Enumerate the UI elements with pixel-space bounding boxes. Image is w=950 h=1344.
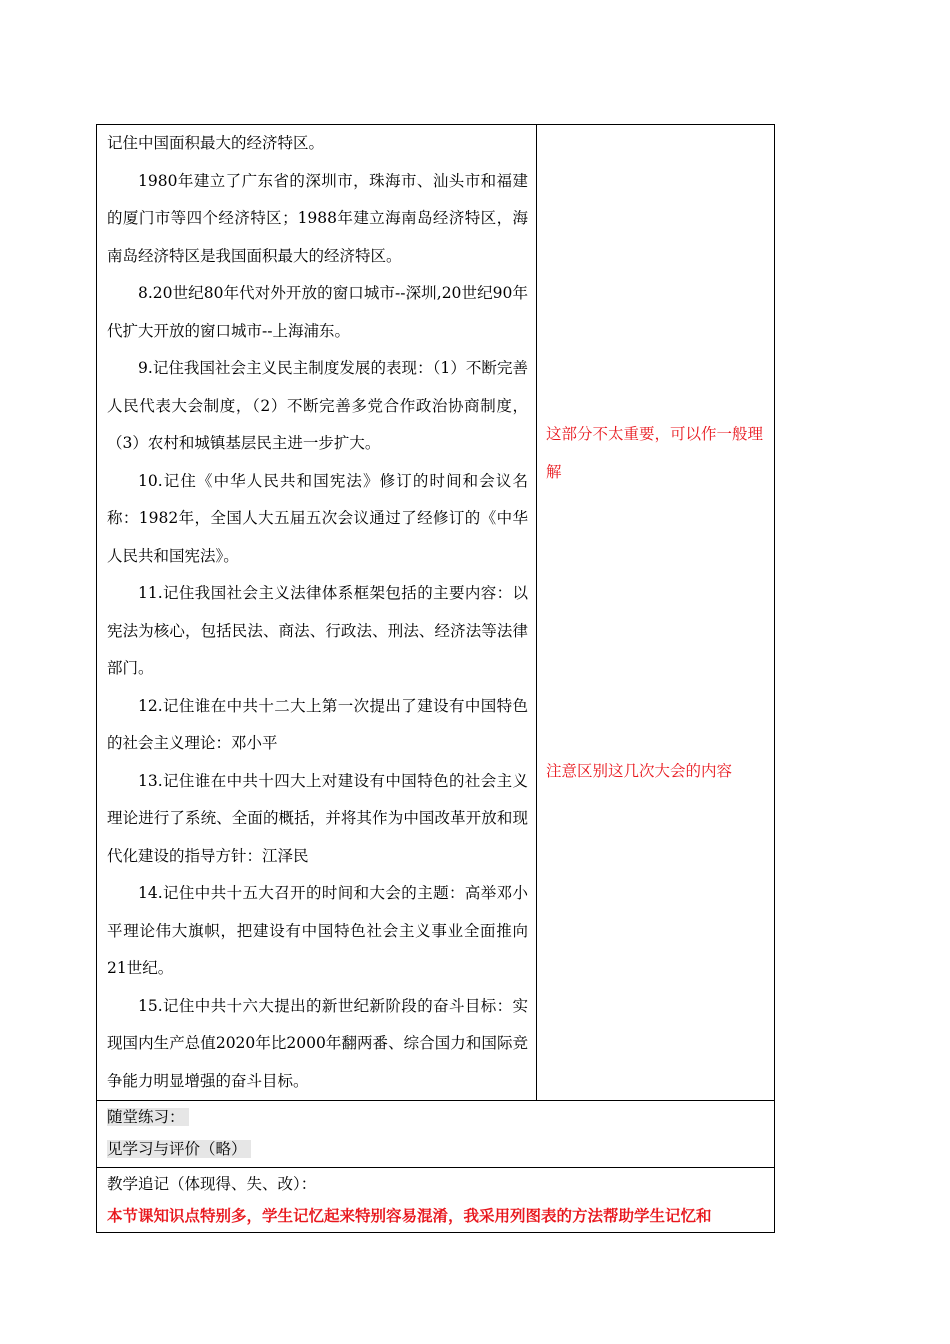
reflection-row [97,1168,775,1233]
main-content-cell [97,125,537,1101]
reflection-content: 本节课知识点特别多，学生记忆起来特别容易混淆，我采用列图表的方法帮助学生记忆和 [107,1206,712,1225]
paragraph-8: 14.记住中共十五大召开的时间和大会的主题：高举邓小平理论伟大旗帜，把建设有中国特色社会主义事业全面推向21世纪。 [107,884,528,977]
notes-cell [537,125,775,1101]
paragraph-7: 13.记住谁在中共十四大上对建设有中国特色的社会主义理论进行了系统、全面的概括，并将其作为中国改革开放和现代化建设的指导方针：江泽民 [107,771,528,865]
paragraph-6: 12.记住谁在中共十二大上第一次提出了建设有中国特色的社会主义理论：邓小平 [107,696,528,752]
paragraph-4: 10.记住《中华人民共和国宪法》修订的时间和会议名称：1982年，全国人大五届五次会议通过了经修订的《中华人民共和国宪法》。 [107,471,528,565]
paragraph-0: 记住中国面积最大的经济特区。 [107,134,325,152]
content-row [97,125,775,1101]
paragraph-5: 11.记住我国社会主义法律体系框架包括的主要内容：以宪法为核心，包括民法、商法、行政法、刑法、经济法等法律部门。 [107,584,528,677]
paragraph-1: 1980年建立了广东省的深圳市，珠海市、汕头市和福建的厦门市等四个经济特区；1988年建立海南岛经济特区，海南岛经济特区是我国面积最大的经济特区。 [107,171,528,265]
note-not-important: 这部分不太重要，可以作一般理解 [546,425,764,481]
paragraph-3: 9.记住我国社会主义民主制度发展的表现：（1）不断完善人民代表大会制度，（2）不断完善多党合作政治协商制度，（3）农村和城镇基层民主进一步扩大。 [107,359,528,452]
practice-row [97,1101,775,1168]
practice-cell [97,1101,775,1168]
main-content [97,125,536,1100]
lesson-table [96,124,775,1233]
reflection-cell [97,1168,775,1233]
reflection-label: 教学追记（体现得、失、改）： [107,1175,317,1193]
paragraph-9: 15.记住中共十六大提出的新世纪新阶段的奋斗目标：实现国内生产总值2020年比2000年翻两番、综合国力和国际竞争能力明显增强的奋斗目标。 [107,996,528,1090]
practice-content: 见学习与评价（略） [107,1140,251,1158]
paragraph-2: 8.20世纪80年代对外开放的窗口城市--深圳,20世纪90年代扩大开放的窗口城市--上海浦东。 [107,284,528,340]
practice-label: 随堂练习： [107,1108,189,1126]
note-distinguish-congresses: 注意区别这几次大会的内容 [546,762,733,780]
